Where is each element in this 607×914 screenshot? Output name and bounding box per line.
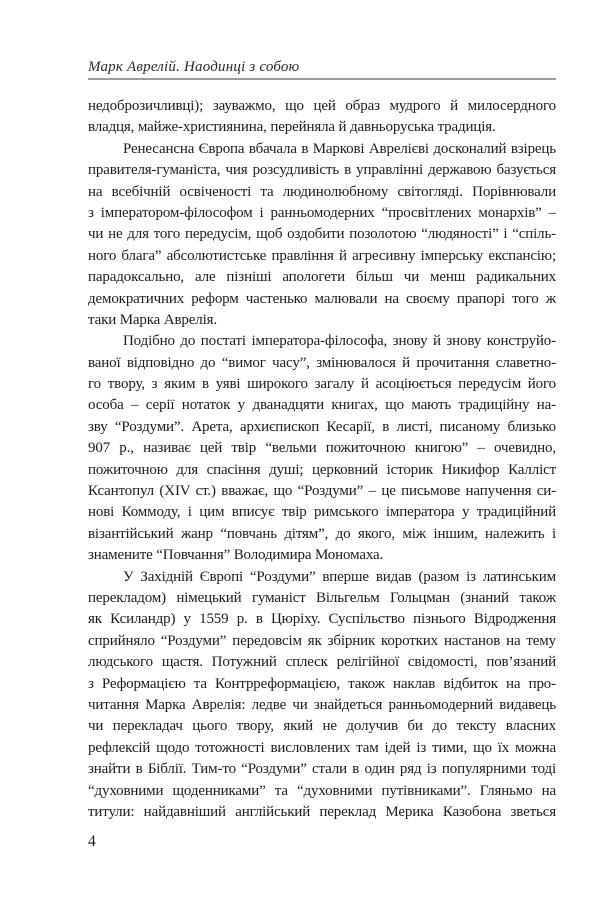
text-line: перекладом) німецький гуманіст Вільгельм Гольцман (знаний також bbox=[88, 589, 556, 606]
text-line: нові Коммоду, і цим вписує твір римського імператора у традиційний bbox=[88, 504, 556, 521]
page-number: 4 bbox=[88, 833, 96, 850]
text-line: владця, майже-християнина, перейняла й давньоруська традиція. bbox=[88, 119, 496, 136]
text-line: парадоксально, але пізніші апологети більш чи менш радикальних bbox=[88, 269, 556, 286]
text-line: го твору, з яким в уяві широкого загалу й асоціюється передусім його bbox=[88, 376, 556, 393]
body-text bbox=[88, 96, 556, 823]
text-line: чи не для того передусім, щоб оздобити позолотою “людяності” і “спіль- bbox=[88, 226, 556, 243]
text-line: ваної відповідно до “вимог часу”, змінювалося й прочитання славетно- bbox=[88, 354, 556, 371]
text-line: з Реформацією та Контрреформацією, також наклав відбиток на про- bbox=[88, 675, 556, 692]
text-line: Ксантопул (XIV ст.) вважає, що “Роздуми” – це письмове напучення си- bbox=[88, 483, 556, 500]
text-line: таки Марка Аврелія. bbox=[88, 311, 217, 328]
text-line: чи перекладач цього твору, який не долучив би до тексту власних bbox=[88, 718, 556, 735]
text-line: з імператором-філософом і ранньомодерних “просвітлених монархів” – bbox=[88, 204, 556, 221]
text-line: Подібно до постаті імператора-філософа, знову й знову конструйо- bbox=[123, 333, 556, 350]
text-line: сприйняло “Роздуми” передовсім як збірник коротких настанов на тему bbox=[88, 632, 556, 649]
text-line: демократичних реформ частенько малювали на своєму прапорі того ж bbox=[88, 290, 556, 307]
text-line: ного блага” абсолютистське правління й агресивну імперську експансію; bbox=[88, 247, 556, 264]
text-line: знайти в Біблії. Тим-то “Роздуми” стали в один ряд із популярними тоді bbox=[88, 761, 556, 778]
text-line: У Західній Європі “Роздуми” вперше видав (разом із латинським bbox=[123, 568, 556, 585]
text-line: знамените “Повчання” Володимира Мономаха. bbox=[88, 547, 384, 564]
text-line: як Ксиландр) у 1559 р. в Цюріху. Суспільство пізнього Відродження bbox=[88, 611, 556, 628]
text-line: людського щастя. Потужний сплеск релігійної свідомості, пов’язаний bbox=[88, 654, 556, 671]
text-line: титули: найдавніший англійський переклад Мерика Казобона зветься bbox=[88, 803, 556, 820]
text-line: зву “Роздуми”. Арета, архиєпископ Кесарії, в листі, писаному близько bbox=[88, 418, 556, 435]
text-line: особа – серії нотаток у дванадцяти книгах, що мають традиційну на- bbox=[88, 397, 556, 414]
header-rule bbox=[88, 78, 556, 80]
text-line: правителя-гуманіста, чия розсудливість в управлінні державою базується bbox=[88, 162, 556, 179]
text-line: недоброзичливці); зауважмо, що цей образ мудрого й милосердного bbox=[88, 98, 556, 114]
text-line: 907 р., називає цей твір “вельми пожиточною книгою” – очевидно, bbox=[88, 440, 556, 457]
text-line: рефлексій щодо тотожності висловлених там ідей із тими, що їх можна bbox=[88, 739, 556, 756]
text-line: читання Марка Аврелія: ледве чи знайдеться ранньомодерний видавець bbox=[88, 696, 556, 713]
text-line: Ренесансна Європа вбачала в Маркові Аврелієві досконалий взірець bbox=[123, 140, 556, 157]
text-line: на всебічній освіченості та людинолюбному світогляді. Порівнювали bbox=[88, 183, 556, 200]
running-header-title: Марк Аврелій. Наодинці з собою bbox=[88, 59, 300, 75]
text-line: візантійський жанр “повчань дітям”, до якого, між іншим, належить і bbox=[88, 525, 556, 542]
text-line: пожиточною для спасіння душі; церковний історик Никифор Калліст bbox=[88, 461, 556, 478]
text-line: “духовними щоденниками” та “духовними путівниками”. Гляньмо на bbox=[88, 782, 556, 799]
running-header bbox=[88, 59, 556, 76]
